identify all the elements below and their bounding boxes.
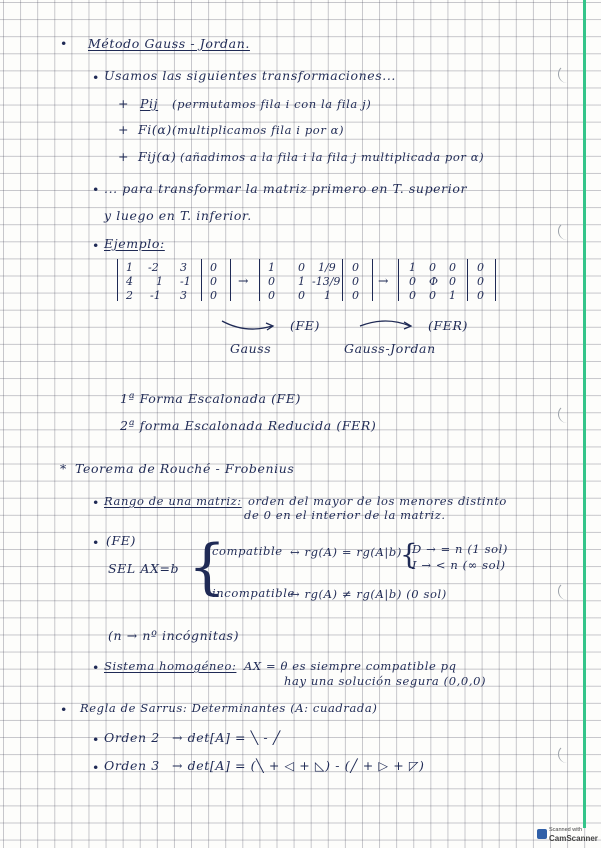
binder-hole (558, 65, 576, 83)
matrix-cell: 1 (268, 261, 275, 274)
transform-intro: Usamos las siguientes transformaciones... (104, 68, 396, 83)
augmented-bar (342, 259, 343, 301)
matrix-cell: -1 (180, 275, 191, 288)
matrix-cell: 0 (268, 275, 275, 288)
camscanner-logo-icon (537, 829, 547, 839)
compatible-label: compatible (212, 544, 283, 558)
bullet: • (60, 36, 68, 51)
transform-fi-symbol: Fi(α) (138, 122, 172, 137)
bullet: • (92, 760, 100, 775)
sarrus-title: Regla de Sarrus: Determinantes (A: cuadrada) (80, 701, 378, 715)
homogeneous-text-1: AX = θ es siempre compatible pq (244, 659, 457, 673)
order-2-label: Orden 2 (104, 730, 160, 745)
plus-mark: + (118, 122, 130, 137)
compatible-condition: ↔ rg(A) = rg(A|b) (290, 545, 402, 559)
fe-small-tag: (FE) (106, 533, 136, 548)
matrix-cell: 0 (298, 289, 305, 302)
scanner-brand: CamScanner (549, 834, 598, 843)
bullet: • (92, 535, 100, 550)
transform-pij-symbol: Pij (140, 96, 159, 111)
matrix-cell: 0 (352, 275, 359, 288)
matrix-cell: 3 (180, 261, 187, 274)
matrix-cell: 2 (126, 289, 133, 302)
matrix-cell: 0 (409, 275, 416, 288)
binder-hole (558, 582, 576, 600)
star-mark: * (60, 461, 67, 476)
matrix-cell: 0 (210, 289, 217, 302)
rank-definition-1: orden del mayor de los menores distinto (248, 494, 507, 508)
order-3-formula: → det[A] = (╲ + ◁ + ◺) - (╱ + ▷ + ◸) (172, 758, 425, 773)
purpose-line-2: y luego en T. inferior. (104, 208, 252, 223)
brace-icon: { (188, 532, 227, 602)
n-definition: (n → nº incógnitas) (108, 628, 240, 643)
bullet: • (92, 182, 100, 197)
purpose-line-1: ... para transformar la matriz primero en T. superior (104, 181, 468, 196)
matrix-a (117, 259, 231, 301)
matrix-cell: 1 (126, 261, 133, 274)
matrix-cell: 1 (156, 275, 163, 288)
order-3-label: Orden 3 (104, 758, 160, 773)
binder-hole (558, 222, 576, 240)
transform-fi-text: (multiplicamos fila i por α) (172, 123, 345, 137)
arrow-icon: → (238, 273, 250, 288)
transform-pij-text: (permutamos fila i con la fila j) (172, 97, 372, 111)
section-title-gauss-jordan: Método Gauss - Jordan. (88, 36, 250, 51)
matrix-cell: 0 (449, 261, 456, 274)
gauss-label: Gauss (230, 341, 272, 356)
matrix-cell: 1/9 (318, 261, 336, 274)
augmented-bar (467, 259, 468, 301)
bullet: • (92, 70, 100, 85)
matrix-cell: -2 (148, 261, 159, 274)
matrix-cell: -1 (150, 289, 161, 302)
augmented-bar (201, 259, 202, 301)
rank-definition-2: de 0 en el interior de la matriz. (244, 508, 446, 522)
matrix-cell: Φ (429, 275, 439, 288)
bullet: • (92, 495, 100, 510)
matrix-cell: 1 (324, 289, 331, 302)
matrix-cell: 4 (126, 275, 133, 288)
matrix-cell: 0 (210, 275, 217, 288)
matrix-cell: 0 (429, 289, 436, 302)
incompatible-condition: ↔ rg(A) ≠ rg(A|b) (0 sol) (290, 587, 447, 601)
binder-hole (558, 745, 576, 763)
determined-case: D → = n (1 sol) (412, 542, 508, 556)
curved-arrow-gauss-jordan-icon (356, 318, 416, 334)
matrix-cell: 0 (429, 261, 436, 274)
matrix-cell: 0 (477, 275, 484, 288)
margin-line (583, 0, 586, 828)
homogeneous-text-2: hay una solución segura (0,0,0) (284, 674, 487, 688)
form-1: 1ª Forma Escalonada (FE) (120, 391, 302, 406)
matrix-cell: 0 (352, 261, 359, 274)
example-label: Ejemplo: (104, 236, 165, 251)
fe-tag: (FE) (290, 318, 320, 333)
bullet: • (92, 238, 100, 253)
binder-hole (558, 405, 576, 423)
brace-icon: { (400, 538, 418, 571)
indetermined-case: I → < n (∞ sol) (412, 558, 506, 572)
section-title-rouche-frobenius: Teorema de Rouché - Frobenius (75, 461, 295, 476)
matrix-cell: 3 (180, 289, 187, 302)
scanner-caption: Scanned with (549, 827, 583, 833)
rank-term: Rango de una matriz: (104, 494, 242, 508)
matrix-cell: 0 (409, 289, 416, 302)
form-2: 2ª forma Escalonada Reducida (FER) (120, 418, 377, 433)
matrix-cell: 1 (449, 289, 456, 302)
matrix-cell: 1 (409, 261, 416, 274)
matrix-cell: 0 (210, 261, 217, 274)
order-2-formula: → det[A] = ╲ - ╱ (172, 730, 281, 745)
transform-fij-text: (añadimos a la fila i la fila j multiplicada por α) (180, 150, 485, 164)
incompatible-label: incompatible (212, 586, 295, 600)
matrix-cell: 0 (449, 275, 456, 288)
transform-fij-symbol: Fij(α) (138, 149, 177, 164)
matrix-cell: 1 (298, 275, 305, 288)
curved-arrow-gauss-icon (218, 318, 278, 334)
bullet: • (92, 660, 100, 675)
matrix-c (398, 259, 496, 301)
fer-tag: (FER) (428, 318, 468, 333)
matrix-cell: -13/9 (312, 275, 341, 288)
arrow-icon: → (378, 273, 390, 288)
camscanner-watermark (537, 826, 599, 846)
bullet: • (60, 702, 68, 717)
homogeneous-term: Sistema homogéneo: (104, 659, 237, 673)
matrix-cell: 0 (477, 289, 484, 302)
bullet: • (92, 732, 100, 747)
plus-mark: + (118, 96, 130, 111)
matrix-cell: 0 (268, 289, 275, 302)
matrix-b (259, 259, 373, 301)
plus-mark: + (118, 149, 130, 164)
matrix-cell: 0 (352, 289, 359, 302)
matrix-cell: 0 (298, 261, 305, 274)
matrix-cell: 0 (477, 261, 484, 274)
sel-label: SEL AX=b (108, 561, 180, 576)
gauss-jordan-label: Gauss-Jordan (344, 341, 436, 356)
